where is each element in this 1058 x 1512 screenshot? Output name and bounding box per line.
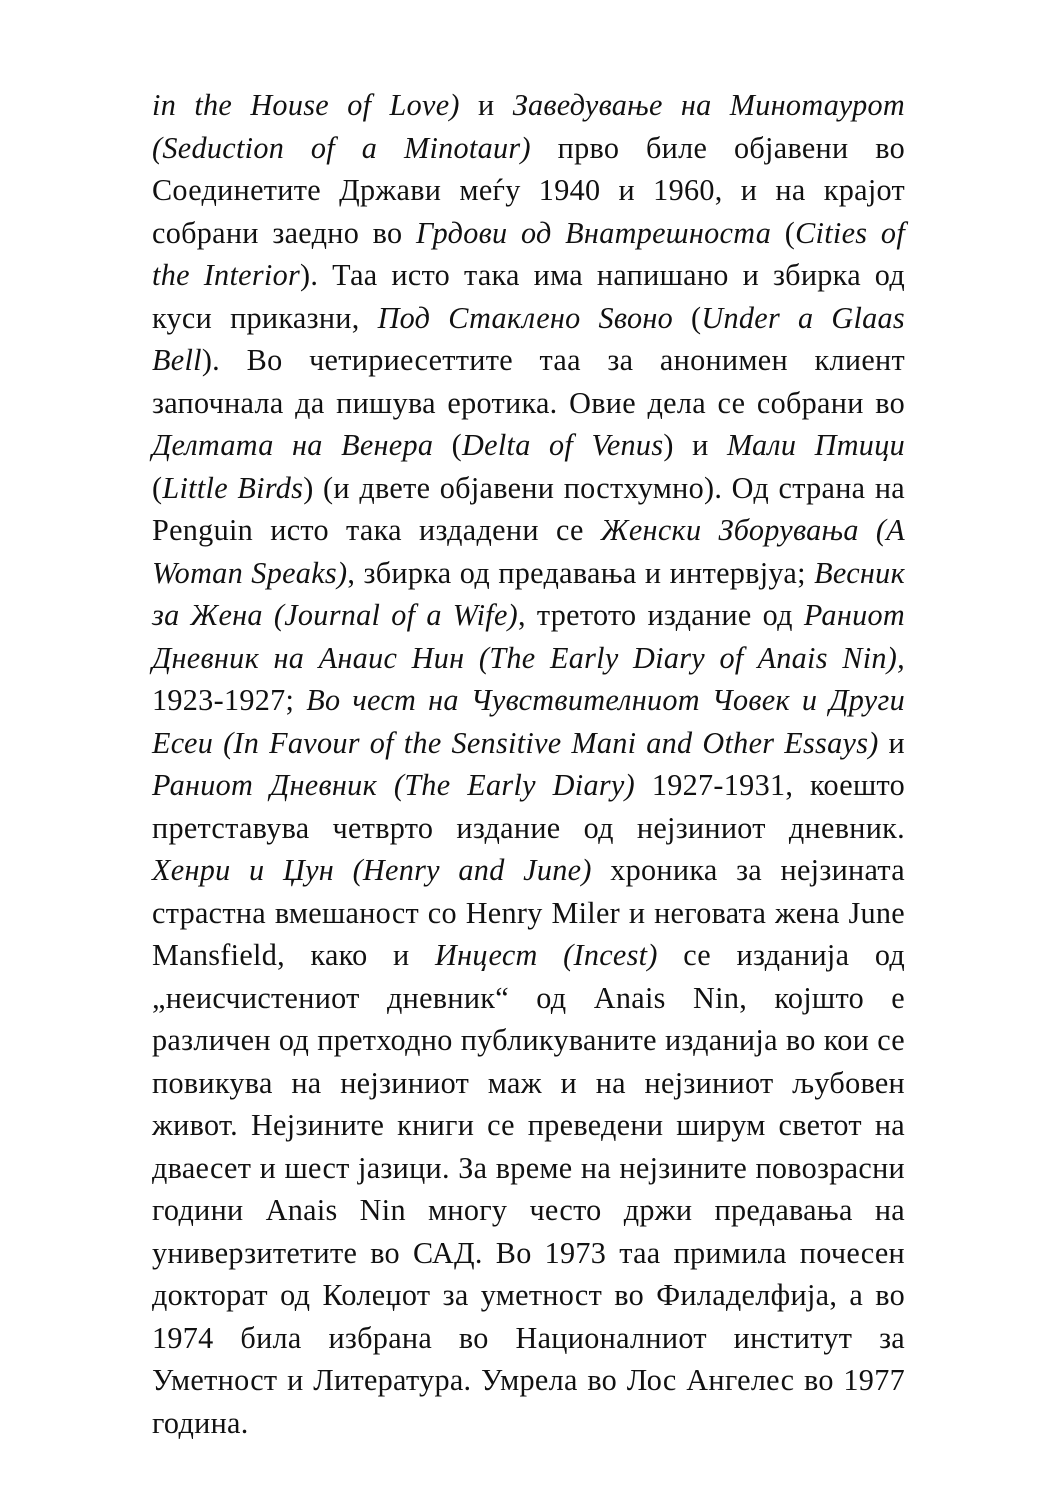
body-text-run: ( xyxy=(433,428,463,462)
body-text-run: 1923-1927; xyxy=(152,683,307,717)
body-text-run: се изданија од „неисчистениот дневник“ од Anais Nin, којшто е различен од претходно публикуваните изданија во кои се повикува на нејзиниот маж и на нејзиниот љубовен живот. Нејзините книги се преведени ширум светот на дваесет и шест јазици. За време на нејзините повозрасни години Anais Nin многу често држи предавања на универзитетите во САД. Во 1973 таа примила почесен докторат од Колеџот за уметност во Филаделфија, а во 1974 била избрана во Националниот институт за Уметност и Литература. Умрела во Лос Ангелес во 1977 година. xyxy=(152,938,906,1440)
book-title-italic: Under a Glaas Bell xyxy=(152,300,905,377)
book-title-italic: Delta of Venus xyxy=(462,428,664,462)
book-title-italic: Раниот Дневник на Анаис Нин (The Early Diary of Anais Nin), xyxy=(152,598,905,675)
body-paragraph xyxy=(152,84,905,1444)
book-title-italic: Грдови од Внатрешноста xyxy=(416,215,772,250)
body-text-run: , третото издание од xyxy=(518,598,804,632)
body-text-run: ( xyxy=(152,470,163,505)
body-text-run: хроника за нејзината страстна вмешаност со Henry Miler и неговата жена June Mansfield, како и xyxy=(152,853,905,972)
book-title-italic: Мали Птици xyxy=(726,428,905,462)
book-title-italic: Little Birds xyxy=(162,470,304,505)
body-text-run: ( xyxy=(673,300,702,335)
book-title-italic: Хенри и Џун (Henry and June) xyxy=(152,853,592,887)
body-text-run: и xyxy=(878,725,905,760)
book-title-italic: Cities of the Interior xyxy=(152,215,906,292)
book-title-italic: Под Стаклено Ѕвоно xyxy=(377,300,674,335)
book-title-italic: Инцест (Incest) xyxy=(434,938,658,972)
body-text-block xyxy=(152,84,905,1444)
book-title-italic: in the House of Love) xyxy=(152,88,460,122)
book-title-italic: Женски Зборувања (A Woman Speaks) xyxy=(152,513,905,590)
body-text-run: 1927-1931, коешто претставува четврто издание од нејзиниот дневник. xyxy=(152,768,906,845)
book-title-italic: Весник за Жена (Journal of a Wife) xyxy=(152,555,905,632)
book-title-italic: Делтата на Венера xyxy=(152,428,434,462)
book-title-italic: Во чест на Чувствителниот Човек и Други Есеи (In Favour of the Sensitive Mani and Other Essays) xyxy=(152,683,905,760)
body-text-run: , збирка од предавања и интервјуа; xyxy=(347,555,815,590)
body-text-run: и xyxy=(459,88,513,122)
body-text-run: ) и xyxy=(663,428,727,462)
book-title-italic: Раниот Дневник (The Early Diary) xyxy=(152,768,635,802)
body-text-run: ). Во четириесеттите таа за анонимен клиент започнала да пишува еротика. Овие дела се собрани во xyxy=(152,343,905,420)
body-text-run: прво биле објавени во Соединетите Држави меѓу 1940 и 1960, и на крајот собрани заедно во xyxy=(152,130,905,250)
body-text-run: ( xyxy=(771,215,796,250)
body-text-run: ) (и двете објавени постхумно). Од страна на Penguin исто така издадени се xyxy=(152,470,905,547)
body-text-run: ). Таа исто така има напишано и збирка од куси приказни, xyxy=(152,258,905,335)
book-title-italic: Заведување на Минотаурот (Seduction of a Minotaur) xyxy=(152,88,905,165)
